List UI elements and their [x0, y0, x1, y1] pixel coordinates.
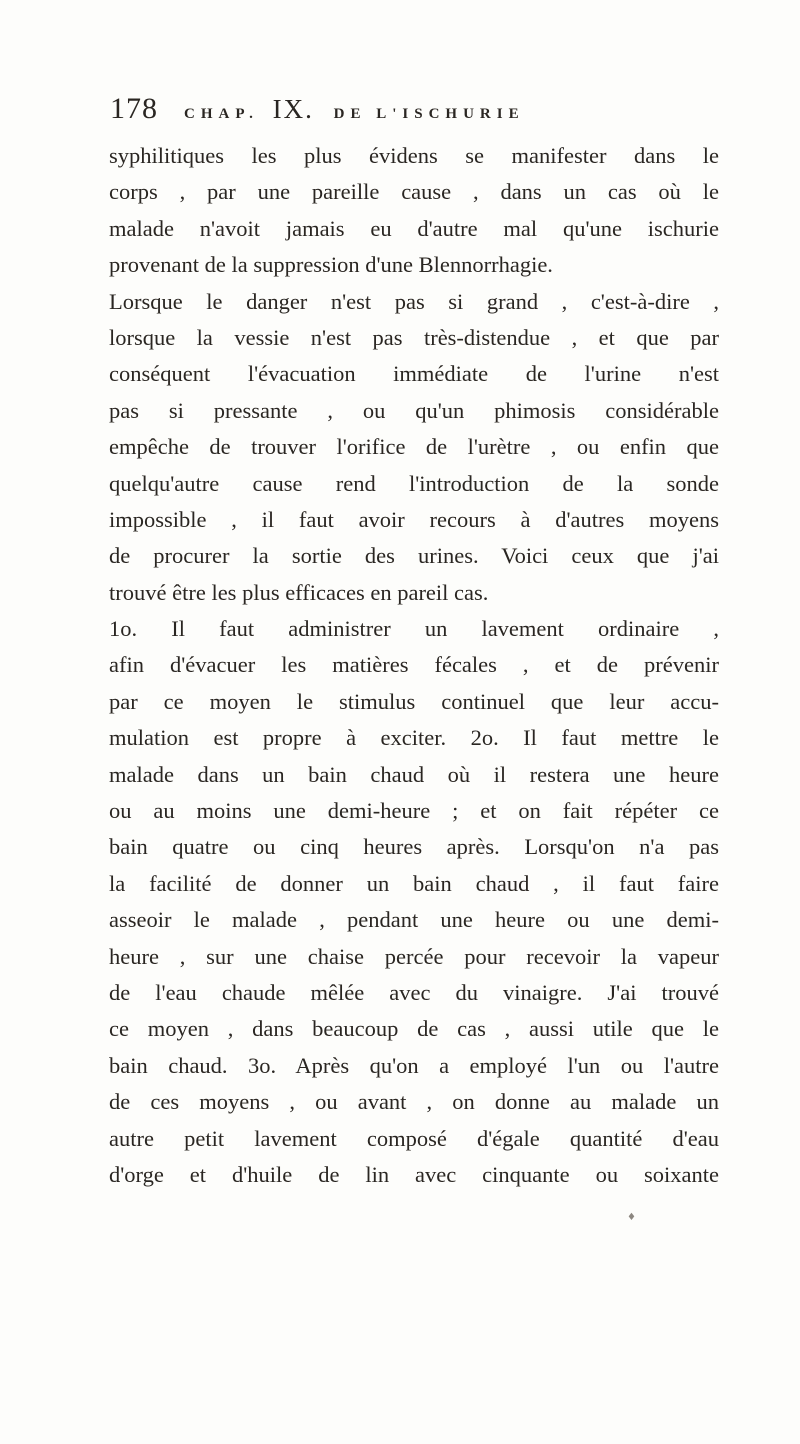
text-line: corps , par une pareille cause , dans un cas où le: [109, 179, 719, 205]
running-head: [184, 94, 525, 125]
text-line: quelqu'autre cause rend l'introduction de la sonde: [109, 470, 719, 496]
chapter-title: DE L'ISCHURIE: [333, 106, 525, 122]
text-line: syphilitiques les plus évidens se manifester dans le: [109, 143, 719, 168]
text-line: par ce moyen le stimulus continuel que leur accu-: [109, 688, 719, 714]
chapter-label: CHAP.: [184, 106, 259, 122]
text-line: ce moyen , dans beaucoup de cas , aussi utile que le: [109, 1016, 719, 1042]
text-line: afin d'évacuer les matières fécales , et de prévenir: [109, 652, 719, 678]
text-line: Lorsque le danger n'est pas si grand , c'est-à-dire ,: [109, 288, 719, 314]
text-line: trouvé être les plus efficaces en pareil cas.: [109, 579, 489, 605]
text-line: provenant de la suppression d'une Blennorrhagie.: [109, 252, 553, 278]
text-line: la facilité de donner un bain chaud , il faut faire: [109, 870, 719, 896]
chapter-number: IX.: [272, 94, 314, 124]
text-line: de l'eau chaude mêlée avec du vinaigre. J'ai trouvé: [109, 979, 719, 1005]
text-line: mulation est propre à exciter. 2o. Il faut mettre le: [109, 725, 719, 751]
text-line: lorsque la vessie n'est pas très-distendue , et que par: [109, 324, 719, 350]
text-line: malade n'avoit jamais eu d'autre mal qu'une ischurie: [109, 215, 719, 241]
page-header: [110, 92, 730, 132]
text-line: malade dans un bain chaud où il restera une heure: [109, 761, 719, 787]
text-line: de procurer la sortie des urines. Voici ceux que j'ai: [109, 543, 719, 569]
text-line: conséquent l'évacuation immédiate de l'urine n'est: [109, 361, 719, 387]
ink-speck: ♦: [627, 1212, 636, 1223]
text-line: ou au moins une demi-heure ; et on fait répéter ce: [109, 798, 719, 824]
text-line: heure , sur une chaise percée pour recevoir la vapeur: [109, 943, 719, 969]
text-line: impossible , il faut avoir recours à d'autres moyens: [109, 506, 719, 532]
text-line: empêche de trouver l'orifice de l'urètre , ou enfin que: [109, 434, 719, 460]
text-line: de ces moyens , ou avant , on donne au malade un: [109, 1089, 719, 1115]
text-line: bain chaud. 3o. Après qu'on a employé l'un ou l'autre: [109, 1052, 719, 1078]
page-number: 178: [110, 92, 158, 125]
text-line: bain quatre ou cinq heures après. Lorsqu'on n'a pas: [109, 834, 719, 860]
text-line: d'orge et d'huile de lin avec cinquante ou soixante: [109, 1161, 719, 1187]
text-line: 1o. Il faut administrer un lavement ordinaire ,: [109, 616, 719, 642]
text-line: asseoir le malade , pendant une heure ou une demi-: [109, 907, 719, 933]
body-text: [109, 138, 719, 1193]
text-line: pas si pressante , ou qu'un phimosis considérable: [109, 397, 719, 423]
text-line: autre petit lavement composé d'égale quantité d'eau: [109, 1125, 719, 1151]
